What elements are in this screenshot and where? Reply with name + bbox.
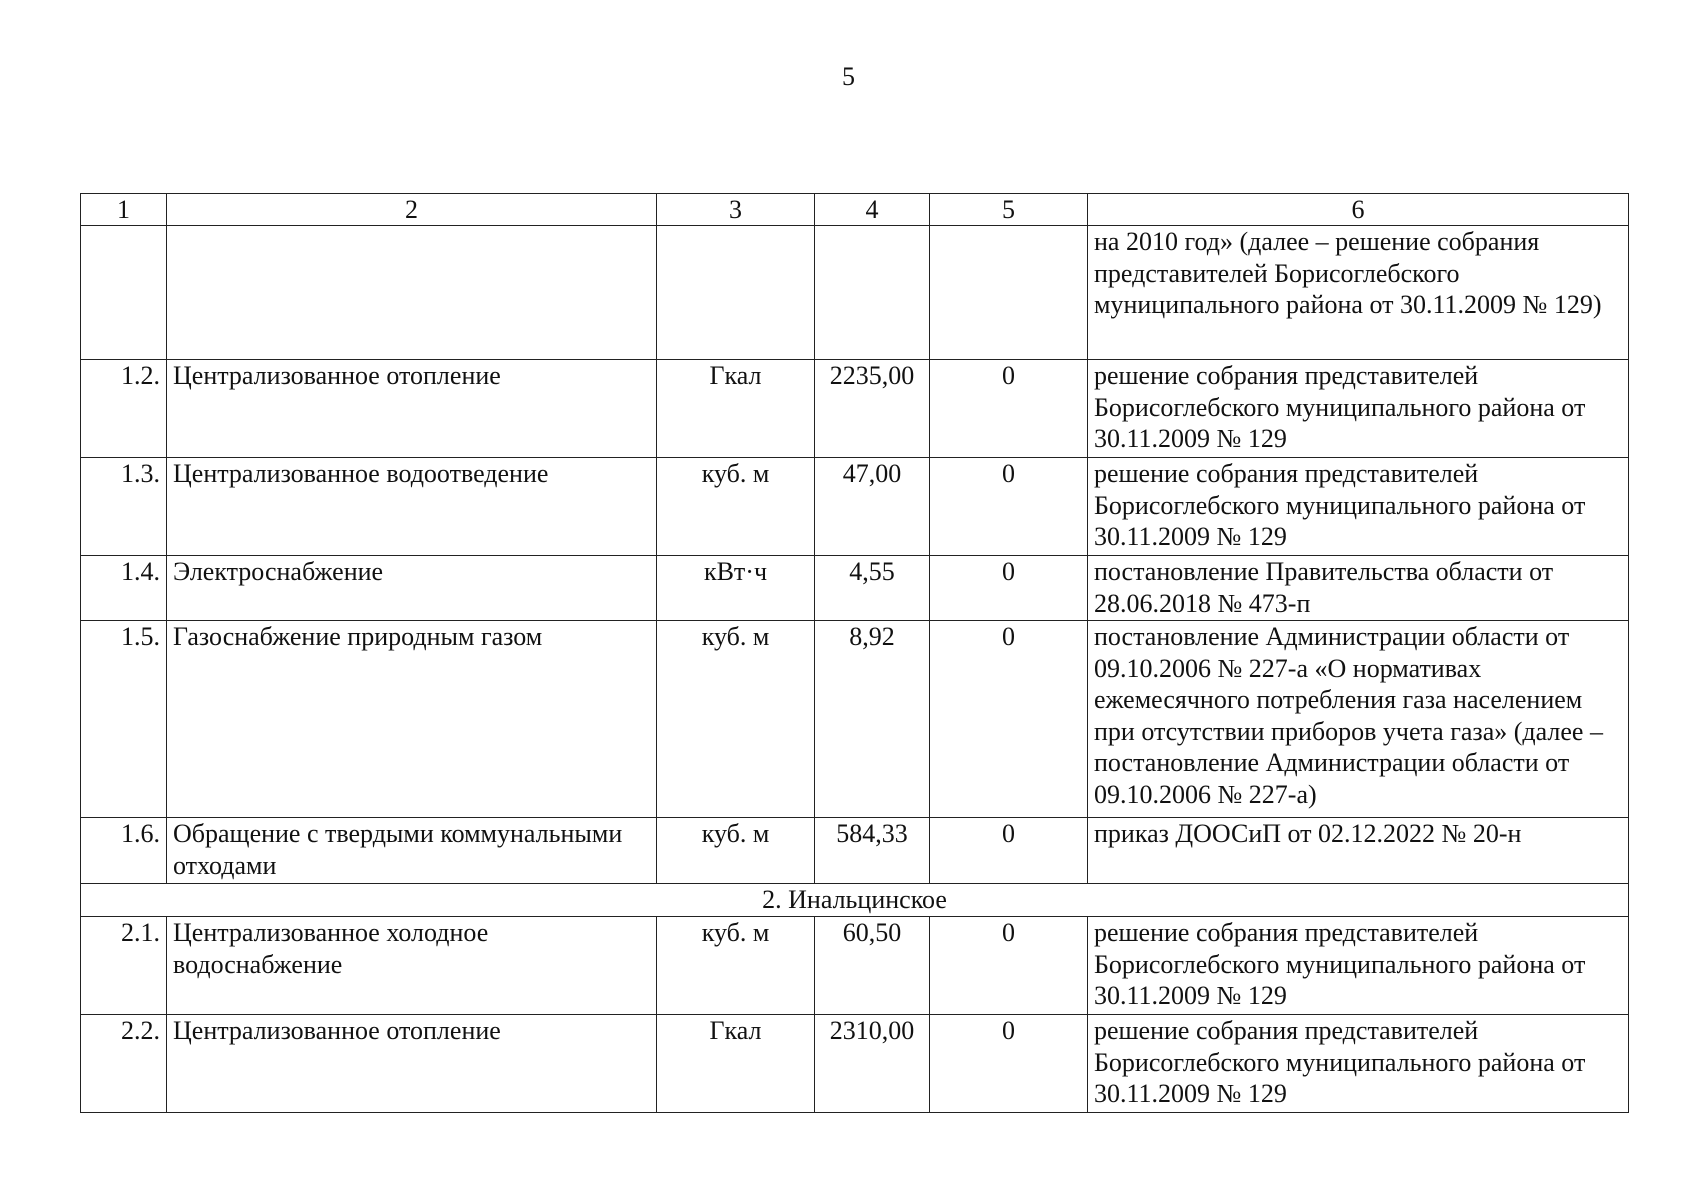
unit: Гкал [657,1015,815,1113]
col5-value: 0 [930,458,1088,556]
page-number: 5 [842,62,855,91]
service-name: Централизованное отопление [167,1015,657,1113]
empty-cell [930,226,1088,360]
col5-value: 0 [930,621,1088,818]
norm-value: 8,92 [815,621,930,818]
norm-value: 584,33 [815,818,930,884]
row-number: 1.2. [81,360,167,458]
col5-value: 0 [930,917,1088,1015]
table-row [81,556,1629,621]
unit: Гкал [657,360,815,458]
service-name: Электроснабжение [167,556,657,621]
row-number: 1.3. [81,458,167,556]
table-row [81,458,1629,556]
norm-value: 47,00 [815,458,930,556]
unit: кВт·ч [657,556,815,621]
table-row-continuation [81,226,1629,360]
legal-reference: постановление Правительства области от 28.06.2018 № 473-п [1088,556,1629,621]
service-name: Централизованное отопление [167,360,657,458]
header-col-4: 4 [815,194,930,226]
empty-cell [167,226,657,360]
table-row [81,1015,1629,1113]
row-number: 1.6. [81,818,167,884]
table-row [81,360,1629,458]
empty-cell [81,226,167,360]
row-number: 2.2. [81,1015,167,1113]
service-name: Газоснабжение природным газом [167,621,657,818]
row-number: 2.1. [81,917,167,1015]
legal-reference: решение собрания представителей Борисоглебского муниципального района от 30.11.2009 № 129 [1088,917,1629,1015]
legal-reference: постановление Администрации области от 09.10.2006 № 227-а «О нормативах ежемесячного потребления газа населением при отсутствии приборов учета газа» (далее – постановление Администрации области от 09.10.2006 № 227-а) [1088,621,1629,818]
legal-reference: решение собрания представителей Борисоглебского муниципального района от 30.11.2009 № 129 [1088,458,1629,556]
unit: куб. м [657,917,815,1015]
legal-reference: решение собрания представителей Борисоглебского муниципального района от 30.11.2009 № 129 [1088,360,1629,458]
norm-value: 60,50 [815,917,930,1015]
section-row [81,884,1629,917]
col5-value: 0 [930,556,1088,621]
empty-cell [657,226,815,360]
norms-table [80,193,1629,1113]
unit: куб. м [657,458,815,556]
norm-value: 2235,00 [815,360,930,458]
row-number: 1.4. [81,556,167,621]
legal-reference: приказ ДООСиП от 02.12.2022 № 20-н [1088,818,1629,884]
table-row [81,818,1629,884]
table-row [81,621,1629,818]
header-col-5: 5 [930,194,1088,226]
service-name: Централизованное холодное водоснабжение [167,917,657,1015]
service-name: Централизованное водоотведение [167,458,657,556]
header-row [81,194,1629,226]
header-col-1: 1 [81,194,167,226]
row-number: 1.5. [81,621,167,818]
col5-value: 0 [930,360,1088,458]
legal-reference: решение собрания представителей Борисоглебского муниципального района от 30.11.2009 № 129 [1088,1015,1629,1113]
empty-cell [815,226,930,360]
unit: куб. м [657,818,815,884]
norm-value: 4,55 [815,556,930,621]
legal-reference: на 2010 год» (далее – решение собрания представителей Борисоглебского муниципального района от 30.11.2009 № 129) [1088,226,1629,360]
service-name: Обращение с твердыми коммунальными отходами [167,818,657,884]
header-col-3: 3 [657,194,815,226]
table-row [81,917,1629,1015]
norm-value: 2310,00 [815,1015,930,1113]
header-col-6: 6 [1088,194,1629,226]
col5-value: 0 [930,1015,1088,1113]
section-title: 2. Инальцинское [81,884,1629,917]
header-col-2: 2 [167,194,657,226]
col5-value: 0 [930,818,1088,884]
unit: куб. м [657,621,815,818]
